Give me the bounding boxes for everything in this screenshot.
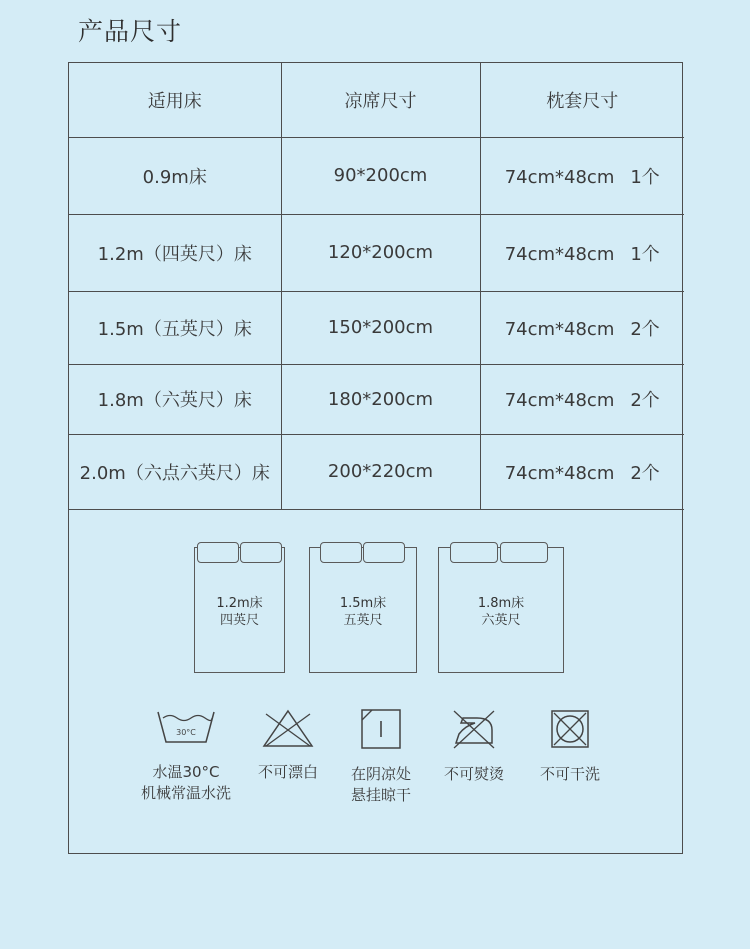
pillowcase-size: 74cm*48cm	[504, 318, 615, 340]
care-label: 不可干洗	[539, 765, 600, 783]
bed-cell: 1.2m（四英尺）床	[69, 214, 281, 291]
pillowcase-cell	[480, 214, 684, 291]
care-label: 在阴凉处 悬挂晾干	[350, 765, 411, 804]
bed-diagram-1-8m	[438, 547, 564, 673]
header-pillowcase-size: 枕套尺寸	[480, 63, 684, 137]
no-bleach-icon	[262, 708, 314, 748]
pillow-icon	[363, 542, 405, 563]
wash-basin-30-icon	[156, 708, 216, 748]
mat-cell: 120*200cm	[281, 214, 480, 291]
bed-cell: 1.8m（六英尺）床	[69, 364, 281, 434]
line-dry-shade-icon	[360, 708, 402, 750]
table-row	[69, 291, 684, 364]
pillow-count: 1个	[630, 166, 660, 188]
table-row	[69, 434, 684, 509]
pillow-icon	[450, 542, 498, 563]
pillow-icon	[500, 542, 548, 563]
bed-label: 1.5m床 五英尺	[339, 596, 387, 628]
bed-cell: 1.5m（五英尺）床	[69, 291, 281, 364]
bed-label: 1.2m床 四英尺	[216, 596, 263, 628]
care-item-wash	[131, 708, 241, 804]
pillowcase-cell	[480, 364, 684, 434]
bed-diagram-1-5m	[309, 547, 417, 673]
table-row	[69, 137, 684, 214]
header-bed: 适用床	[69, 63, 281, 137]
mat-cell: 200*220cm	[281, 434, 480, 509]
bed-cell: 0.9m床	[69, 137, 281, 214]
pillow-icon	[320, 542, 362, 563]
pillowcase-size: 74cm*48cm	[504, 390, 615, 411]
care-item-dryclean	[515, 708, 625, 785]
pillow-count: 2个	[630, 318, 660, 340]
size-frame	[68, 62, 683, 854]
pillow-count: 1个	[630, 243, 660, 265]
no-dry-clean-icon	[549, 708, 591, 750]
pillowcase-size: 74cm*48cm	[504, 243, 615, 265]
no-iron-icon	[451, 708, 497, 750]
header-mat-size: 凉席尺寸	[281, 63, 480, 137]
care-label: 不可漂白	[257, 763, 318, 781]
bed-diagrams	[69, 547, 682, 677]
pillow-count: 2个	[630, 390, 660, 411]
care-label: 水温30°C 机械常温水洗	[140, 763, 231, 802]
pillow-count: 2个	[630, 462, 660, 484]
table-header-row	[69, 63, 684, 137]
bed-label: 1.8m床 六英尺	[477, 596, 525, 628]
pillowcase-size: 74cm*48cm	[504, 166, 615, 188]
pillow-icon	[240, 542, 282, 563]
size-table	[69, 63, 684, 510]
pillowcase-cell	[480, 291, 684, 364]
mat-cell: 180*200cm	[281, 364, 480, 434]
mat-cell: 150*200cm	[281, 291, 480, 364]
page-title: 产品尺寸	[78, 17, 183, 46]
pillowcase-cell	[480, 434, 684, 509]
bed-diagram-1-2m	[194, 547, 285, 673]
pillowcase-size: 74cm*48cm	[504, 462, 615, 484]
care-label: 不可熨烫	[443, 765, 504, 783]
care-item-iron	[419, 708, 529, 785]
mat-cell: 90*200cm	[281, 137, 480, 214]
pillowcase-cell	[480, 137, 684, 214]
pillow-icon	[197, 542, 239, 563]
bed-cell: 2.0m（六点六英尺）床	[69, 434, 281, 509]
svg-text:30°C: 30°C	[176, 728, 196, 737]
table-row	[69, 364, 684, 434]
table-row	[69, 214, 684, 291]
